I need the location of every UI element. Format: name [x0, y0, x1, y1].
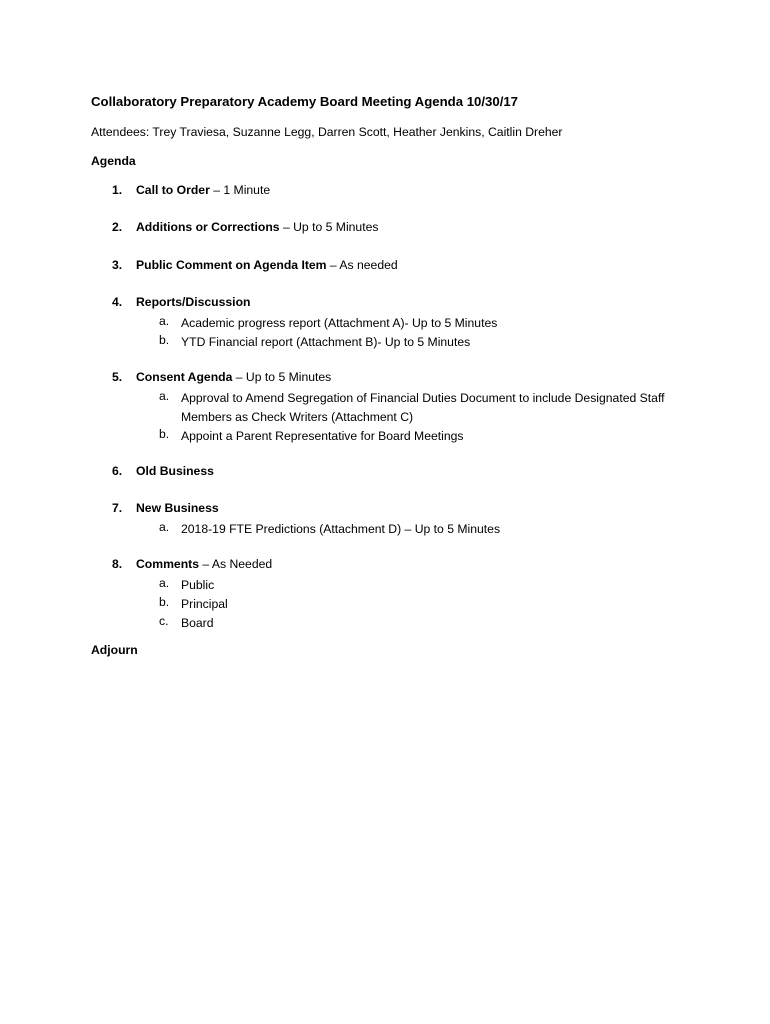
item-number: 1. — [112, 183, 123, 197]
sub-item-text: Principal — [181, 597, 228, 611]
item-title: Reports/Discussion — [136, 295, 251, 309]
item-number: 3. — [112, 258, 123, 272]
sub-item-text: Public — [181, 578, 215, 592]
attendees-line: Attendees: Trey Traviesa, Suzanne Legg, Darren Scott, Heather Jenkins, Caitlin Dreher — [91, 125, 563, 139]
agenda-item-old-business — [0, 464, 770, 482]
sub-item-letter: b. — [159, 333, 170, 347]
agenda-item-new-business — [0, 501, 770, 519]
item-number: 5. — [112, 370, 123, 384]
item-description: – As needed — [326, 258, 398, 272]
item-number: 7. — [112, 501, 123, 515]
item-number: 8. — [112, 557, 123, 571]
sub-item-letter: a. — [159, 520, 170, 534]
item-title: Comments — [136, 557, 199, 571]
item-title: Public Comment on Agenda Item — [136, 258, 327, 272]
agenda-item-additions-corrections — [0, 220, 770, 238]
item-description: – Up to 5 Minutes — [232, 370, 332, 384]
item-number: 2. — [112, 220, 123, 234]
sub-item-letter: b. — [159, 427, 170, 441]
sub-item-text: Appoint a Parent Representative for Board Meetings — [181, 429, 464, 443]
sub-item-letter: a. — [159, 576, 170, 590]
agenda-item-reports-discussion — [0, 295, 770, 313]
agenda-item-comments — [0, 557, 770, 575]
sub-item-text: Board — [181, 616, 214, 630]
agenda-item-call-to-order — [0, 183, 770, 201]
sub-item-letter: c. — [159, 614, 169, 628]
item-description: – Up to 5 Minutes — [279, 220, 379, 234]
document-title: Collaboratory Preparatory Academy Board Meeting Agenda 10/30/17 — [91, 94, 519, 109]
item-number: 4. — [112, 295, 123, 309]
adjourn-heading: Adjourn — [91, 643, 138, 657]
sub-item-letter: b. — [159, 595, 170, 609]
sub-item-text: Approval to Amend Segregation of Financial Duties Document to include Designated Staff Members as Check Writers (Attachment C) — [181, 391, 665, 424]
sub-item-text: Academic progress report (Attachment A)- Up to 5 Minutes — [181, 316, 498, 330]
item-title: Call to Order — [136, 183, 210, 197]
item-description: – 1 Minute — [209, 183, 271, 197]
item-number: 6. — [112, 464, 123, 478]
agenda-heading: Agenda — [91, 154, 136, 168]
item-title: New Business — [136, 501, 219, 515]
agenda-item-consent-agenda — [0, 370, 770, 388]
item-description: – As Needed — [198, 557, 273, 571]
item-title: Consent Agenda — [136, 370, 233, 384]
sub-item-text: 2018-19 FTE Predictions (Attachment D) – Up to 5 Minutes — [181, 522, 501, 536]
sub-item-letter: a. — [159, 389, 170, 403]
item-title: Old Business — [136, 464, 214, 478]
item-title: Additions or Corrections — [136, 220, 280, 234]
sub-item-text: YTD Financial report (Attachment B)- Up to 5 Minutes — [181, 335, 471, 349]
sub-item-letter: a. — [159, 314, 170, 328]
agenda-item-public-comment — [0, 258, 770, 276]
